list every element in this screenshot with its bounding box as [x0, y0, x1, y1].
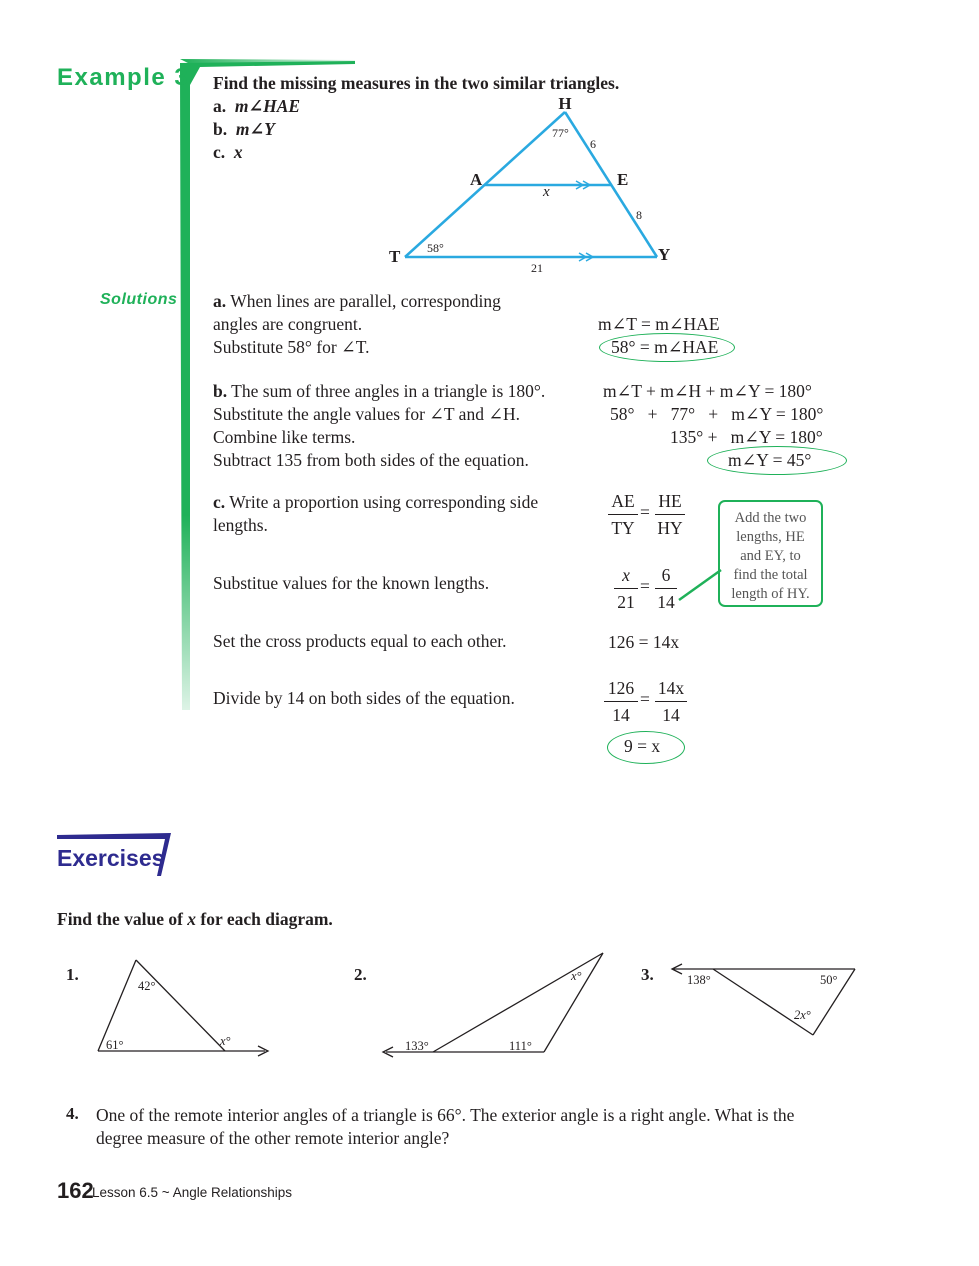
exercise-2-diagram	[378, 948, 608, 1063]
vertex-y: Y	[658, 245, 671, 264]
vertex-e: E	[617, 170, 629, 189]
example-prompt: Find the missing measures in the two similar triangles.	[213, 73, 620, 93]
angle-t-label: 58°	[427, 241, 444, 255]
exercise-4-number: 4.	[66, 1104, 79, 1123]
solution-b-eq3: 135° + m∠Y = 180°	[670, 427, 823, 447]
svg-text:61°: 61°	[106, 1038, 124, 1052]
svg-text:138°: 138°	[687, 973, 711, 987]
exercises-title: Exercises	[57, 845, 165, 871]
svg-text:42°: 42°	[138, 979, 156, 993]
svg-text:111°: 111°	[509, 1039, 532, 1053]
side-ey-label: 8	[636, 208, 642, 222]
exercise-1-number: 1.	[66, 965, 79, 984]
part-a: a. m∠HAE	[213, 96, 301, 116]
frac3-right: 14x 14	[655, 677, 687, 726]
vertex-t: T	[389, 247, 401, 266]
vertex-a: A	[470, 170, 483, 189]
frac3-left: 126 14	[604, 677, 638, 726]
svg-text:x°: x°	[571, 969, 582, 983]
solution-b-text: b. The sum of three angles in a triangle is 180°. Substitute the angle values for ∠T and ∠H. Combine like terms. Subtract 135 from both sides of the equation.	[213, 381, 546, 470]
page-number: 162	[57, 1178, 94, 1203]
note-box: Add the two lengths, HE and EY, to find the total length of HY.	[718, 500, 823, 607]
frac2-left: x 21	[614, 564, 638, 613]
side-ae-label: x	[543, 184, 550, 200]
answer-b-circle	[707, 446, 847, 475]
frac3-equals: =	[640, 689, 650, 709]
exercises-instruction: Find the value of x for each diagram.	[57, 909, 333, 929]
solution-b-eq2: 58° + 77° + m∠Y = 180°	[610, 404, 824, 424]
frac2-right: 6 14	[655, 564, 677, 613]
solution-a-eq1: m∠T = m∠HAE	[598, 314, 720, 334]
svg-text:2x°: 2x°	[794, 1008, 811, 1022]
answer-c-circle	[607, 731, 685, 764]
solution-c-step4: Divide by 14 on both sides of the equation.	[213, 688, 515, 708]
frac1-equals: =	[640, 502, 650, 522]
angle-h-label: 77°	[552, 126, 569, 140]
exercise-4-text: One of the remote interior angles of a triangle is 66°. The exterior angle is a right angle. What is the degree measure of the other remote interior angle?	[96, 1105, 795, 1148]
vertex-h: H	[558, 94, 572, 113]
exercise-3-number: 3.	[641, 965, 654, 984]
solution-b-eq1: m∠T + m∠H + m∠Y = 180°	[603, 381, 812, 401]
part-c: c. x	[213, 142, 243, 162]
solution-a-text: a. When lines are parallel, corresponding angles are congruent. Substitute 58° for ∠T.	[213, 291, 501, 357]
side-ty-label: 21	[531, 261, 543, 275]
solution-c-text: c. Write a proportion using corresponding side lengths.	[213, 492, 539, 535]
solutions-label: Solutions	[100, 291, 178, 308]
svg-text:x°: x°	[220, 1034, 231, 1048]
answer-a-circle	[599, 333, 735, 362]
answer-c: 9 = x	[624, 736, 661, 756]
part-b: b. m∠Y	[213, 119, 275, 139]
solution-a-eq2: 58° = m∠HAE	[611, 337, 719, 357]
exercise-1-diagram	[90, 955, 275, 1065]
solution-c-step2: Substitue values for the known lengths.	[213, 573, 490, 593]
frac2-equals: =	[640, 576, 650, 596]
svg-text:50°: 50°	[820, 973, 838, 987]
frac1-right: HE HY	[655, 490, 685, 539]
similar-triangles-diagram	[380, 92, 680, 277]
solution-b-eq4: m∠Y = 45°	[728, 450, 812, 470]
example-title: Example 3	[57, 64, 190, 91]
exercise-3-diagram	[665, 955, 865, 1045]
exercise-2-number: 2.	[354, 965, 367, 984]
solution-c-step3: Set the cross products equal to each other.	[213, 631, 507, 651]
cross-products: 126 = 14x	[608, 632, 680, 652]
lesson-title: Lesson 6.5 ~ Angle Relationships	[92, 1185, 293, 1200]
frac1-left: AE TY	[608, 490, 638, 539]
side-he-label: 6	[590, 137, 596, 151]
svg-text:133°: 133°	[405, 1039, 429, 1053]
